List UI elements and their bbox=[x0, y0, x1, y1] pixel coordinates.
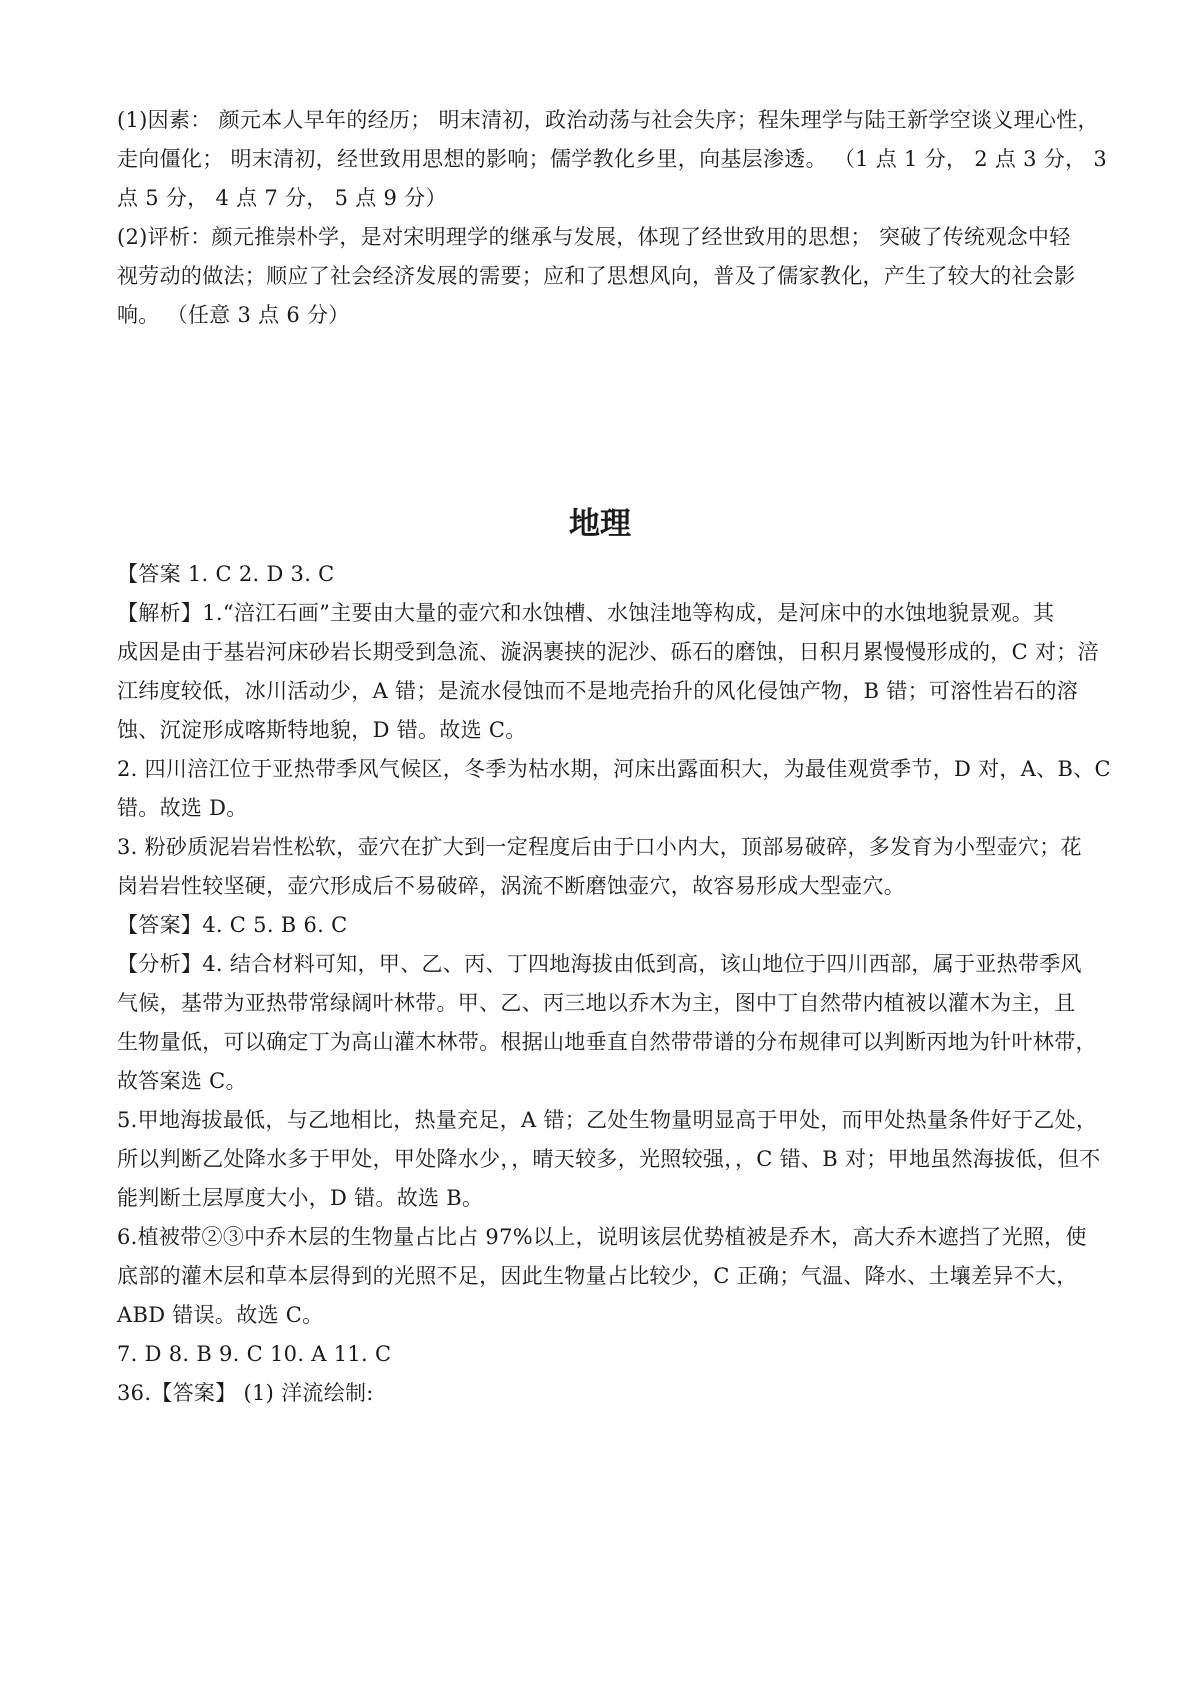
history-answer-line-6: 响。 （任意 3 点 6 分） bbox=[117, 303, 350, 327]
geo-line-3: 成因是由于基岩河床砂岩长期受到急流、漩涡裹挟的泥沙、砾石的磨蚀，日积月累慢慢形成的，C 对；涪 bbox=[117, 640, 1099, 664]
geo-line-16: 所以判断乙处降水多于甲处，甲处降水少，，晴天较多，光照较强，，C 错、B 对；甲地虽然海拔低，但不 bbox=[117, 1147, 1101, 1171]
geo-line-22: 36.【答案】 (1) 洋流绘制: bbox=[117, 1381, 374, 1405]
section-title: 地理 bbox=[569, 506, 631, 542]
geo-line-13: 生物量低，可以确定丁为高山灌木林带。根据山地垂直自然带带谱的分布规律可以判断丙地为针叶林带， bbox=[117, 1030, 1097, 1054]
geo-line-19: 底部的灌木层和草本层得到的光照不足，因此生物量占比较少，C 正确；气温、降水、土壤差异不大， bbox=[117, 1264, 1078, 1288]
geo-line-17: 能判断土层厚度大小，D 错。故选 B。 bbox=[117, 1186, 484, 1210]
history-answer-line-5: 视劳动的做法；顺应了社会经济发展的需要；应和了思想风向，普及了儒家教化，产生了较大的社会影 bbox=[117, 264, 1076, 288]
geo-line-9: 岗岩岩性较坚硬，壶穴形成后不易破碎，涡流不断磨蚀壶穴，故容易形成大型壶穴。 bbox=[117, 874, 906, 898]
geo-line-11: 【分析】4. 结合材料可知，甲、乙、丙、丁四地海拔由低到高，该山地位于四川西部，属于亚热带季风 bbox=[117, 952, 1082, 976]
geo-line-12: 气候，基带为亚热带常绿阔叶林带。甲、乙、丙三地以乔木为主，图中丁自然带内植被以灌木为主，且 bbox=[117, 991, 1076, 1015]
geo-line-20: ABD 错误。故选 C。 bbox=[117, 1303, 324, 1327]
geo-line-5: 蚀、沉淀形成喀斯特地貌，D 错。故选 C。 bbox=[117, 718, 527, 742]
geo-line-4: 江纬度较低，冰川活动少，A 错；是流水侵蚀而不是地壳抬升的风化侵蚀产物，B 错；可溶性岩石的溶 bbox=[117, 679, 1079, 703]
history-answer-line-1: (1)因素： 颜元本人早年的经历； 明末清初，政治动荡与社会失序；程朱理学与陆王新学空谈义理心性， bbox=[117, 108, 1099, 132]
history-answer-line-2: 走向僵化； 明末清初，经世致用思想的影响；儒学教化乡里，向基层渗透。 （1 点 1 分， 2 点 3 分， 3 bbox=[117, 147, 1108, 171]
geo-line-7: 错。故选 D。 bbox=[117, 796, 248, 820]
geo-line-1: 【答案 1. C 2. D 3. C bbox=[117, 562, 335, 586]
geo-line-10: 【答案】4. C 5. B 6. C bbox=[117, 913, 348, 937]
geo-line-2: 【解析】1.“涪江石画”主要由大量的壶穴和水蚀槽、水蚀洼地等构成，是河床中的水蚀地貌景观。其 bbox=[117, 601, 1055, 625]
geo-line-14: 故答案选 C。 bbox=[117, 1069, 247, 1093]
geo-line-15: 5.甲地海拔最低，与乙地相比，热量充足，A 错；乙处生物量明显高于甲处，而甲处热量条件好于乙处， bbox=[117, 1108, 1098, 1132]
geo-line-6: 2. 四川涪江位于亚热带季风气候区，冬季为枯水期，河床出露面积大，为最佳观赏季节，D 对，A、B、C bbox=[117, 757, 1111, 781]
geo-line-18: 6.植被带②③中乔木层的生物量占比占 97%以上，说明该层优势植被是乔木，高大乔木遮挡了光照，使 bbox=[117, 1225, 1087, 1249]
geo-line-21: 7. D 8. B 9. C 10. A 11. C bbox=[117, 1342, 392, 1366]
history-answer-line-4: (2)评析：颜元推崇朴学，是对宋明理学的继承与发展，体现了经世致用的思想； 突破了传统观念中轻 bbox=[117, 225, 1071, 249]
history-answer-line-3: 点 5 分， 4 点 7 分， 5 点 9 分） bbox=[117, 186, 447, 210]
geo-line-8: 3. 粉砂质泥岩岩性松软，壶穴在扩大到一定程度后由于口小内大，顶部易破碎，多发育为小型壶穴；花 bbox=[117, 835, 1082, 859]
